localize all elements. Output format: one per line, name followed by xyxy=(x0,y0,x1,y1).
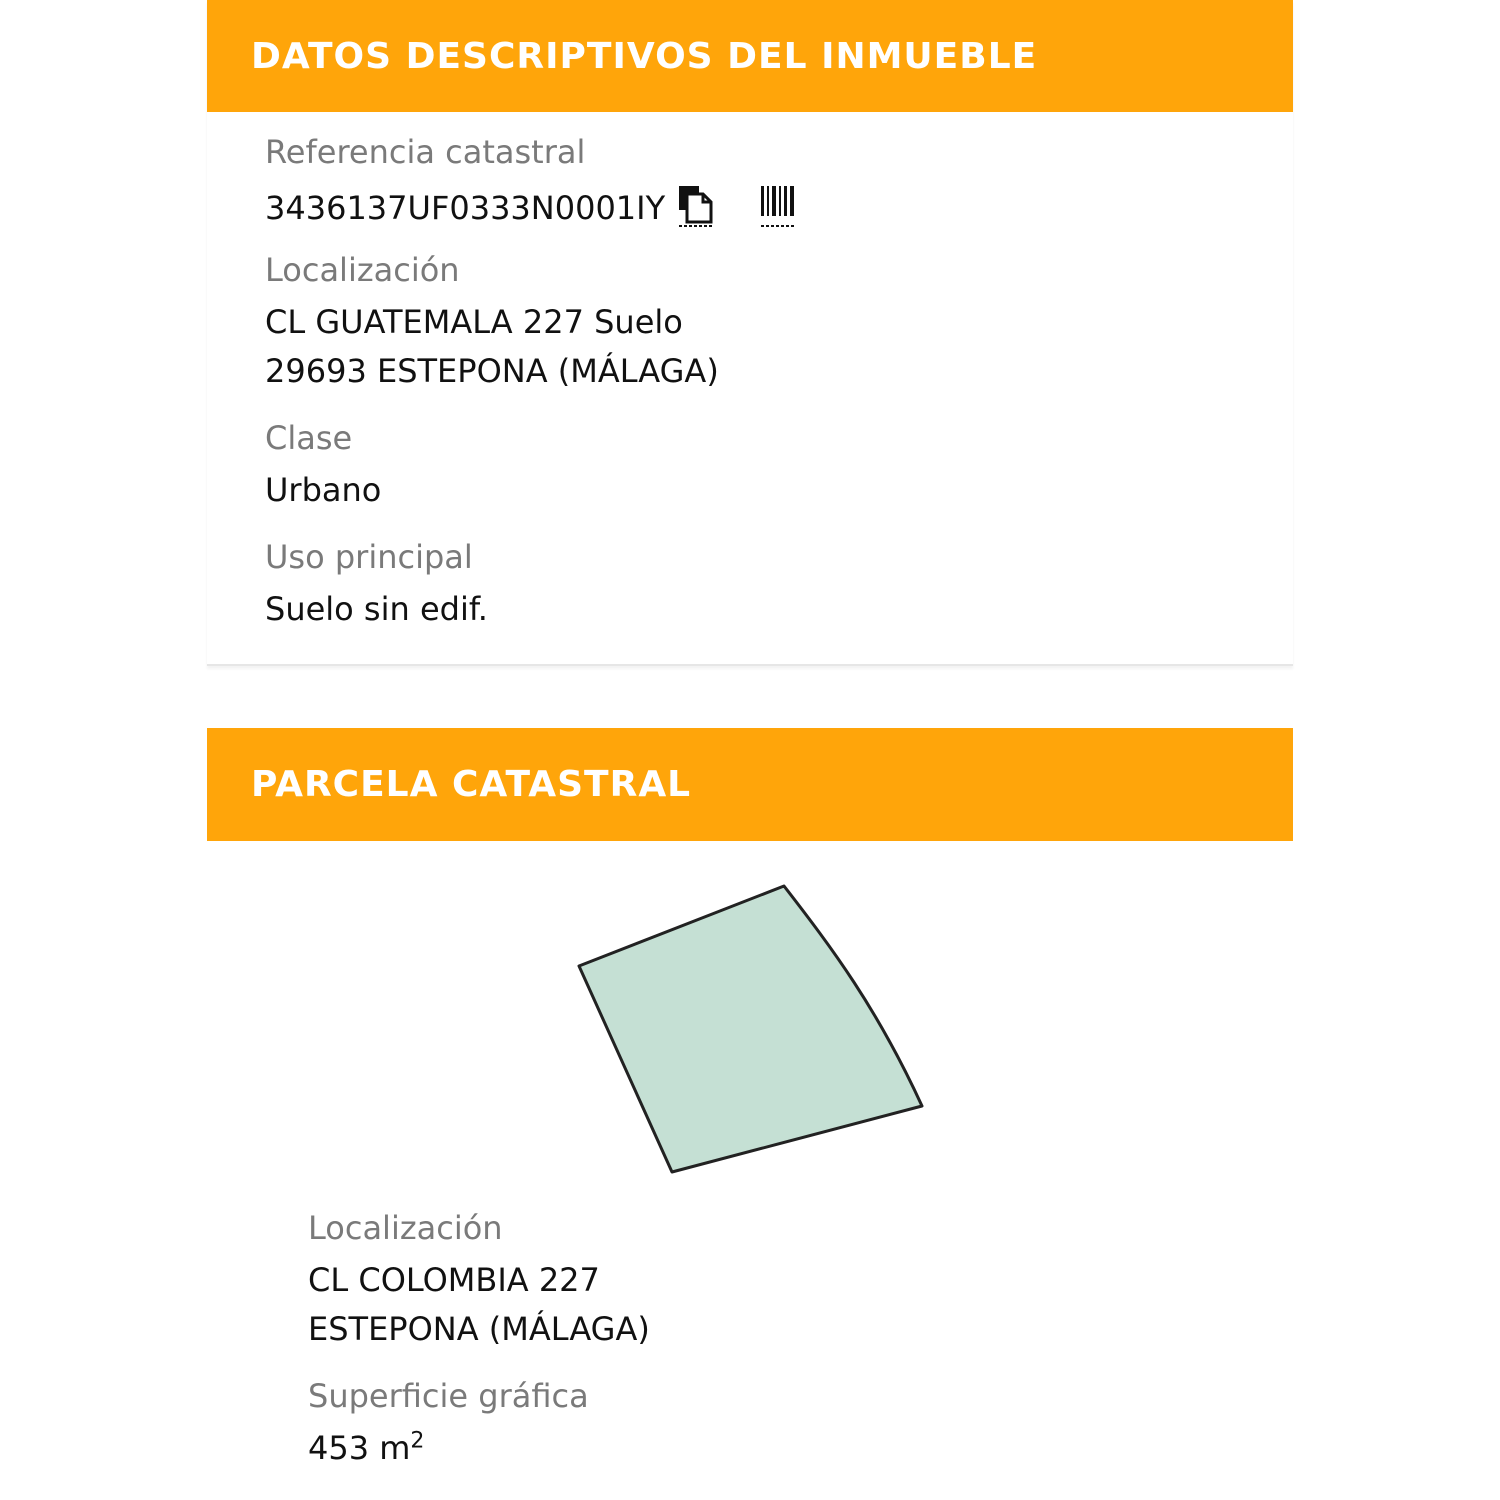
graphic-area-label: Superficie gráfica xyxy=(308,1377,589,1415)
class-value: Urbano xyxy=(265,471,382,509)
graphic-area-number: 453 m xyxy=(308,1429,411,1467)
graphic-area-unit-exponent: 2 xyxy=(410,1428,425,1454)
property-data-title: DATOS DESCRIPTIVOS DEL INMUEBLE xyxy=(251,35,1038,77)
parcel-location-label: Localización xyxy=(308,1209,503,1247)
parcel-header xyxy=(207,728,1293,841)
barcode-icon[interactable] xyxy=(759,184,797,232)
location-label: Localización xyxy=(265,251,460,289)
cadastral-reference-label: Referencia catastral xyxy=(265,133,586,171)
graphic-area-value xyxy=(308,1428,424,1468)
class-label: Clase xyxy=(265,419,353,457)
parcel-title: PARCELA CATASTRAL xyxy=(251,764,692,805)
copy-icon[interactable] xyxy=(677,184,715,232)
parcel-location-line-2: ESTEPONA (MÁLAGA) xyxy=(308,1310,650,1348)
cadastral-reference-value: 3436137UF0333N0001IY xyxy=(265,189,666,227)
location-line-2: 29693 ESTEPONA (MÁLAGA) xyxy=(265,352,719,390)
parcel-location-line-1: CL COLOMBIA 227 xyxy=(308,1261,600,1299)
property-data-header xyxy=(207,0,1293,112)
location-line-1: CL GUATEMALA 227 Suelo xyxy=(265,303,683,341)
property-data-card xyxy=(207,0,1293,666)
cadastral-reference-row xyxy=(265,184,797,232)
parcel-card xyxy=(207,728,1293,1500)
main-use-label: Uso principal xyxy=(265,538,473,576)
main-use-value: Suelo sin edif. xyxy=(265,590,488,628)
parcel-map xyxy=(567,878,927,1188)
parcel-shape xyxy=(579,886,922,1172)
